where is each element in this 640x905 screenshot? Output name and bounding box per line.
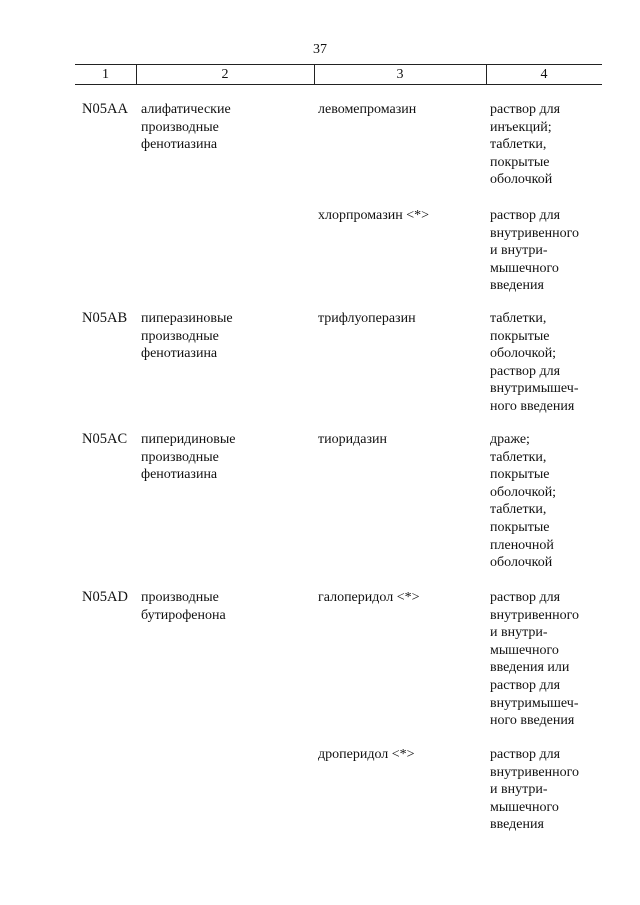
dosage-form: раствор для внутривенного и внутри- мышечного введения	[490, 208, 580, 294]
atc-code: N05AA	[82, 101, 128, 117]
dosage-form: раствор для инъекций; таблетки, покрытые оболочкой	[490, 102, 561, 188]
drug-group: алифатические производные фенотиазина	[141, 102, 231, 153]
drug-name: галоперидол <*>	[318, 590, 420, 605]
drug-name: тиоридазин	[318, 432, 387, 447]
column-header-3: 3	[396, 67, 404, 82]
atc-code: N05AB	[82, 310, 128, 326]
column-header-4: 4	[540, 67, 548, 82]
atc-code: N05AD	[82, 589, 128, 605]
drug-name: дроперидол <*>	[318, 747, 415, 762]
column-header-1: 1	[102, 67, 109, 82]
atc-code: N05AC	[82, 431, 128, 447]
drug-group: производные бутирофенона	[141, 590, 226, 623]
drug-group: пиперидиновые производные фенотиазина	[141, 432, 236, 483]
dosage-form: раствор для внутривенного и внутри- мышечного введения или раствор для внутримышеч- ного введения	[490, 590, 580, 729]
drug-name: левомепромазин	[318, 102, 417, 117]
page-number: 37	[313, 42, 327, 57]
drug-name: хлорпромазин <*>	[318, 208, 429, 223]
dosage-form: драже; таблетки, покрытые оболочкой; таблетки, покрытые пленочной оболочкой	[490, 432, 557, 571]
drug-name: трифлуоперазин	[318, 311, 416, 326]
dosage-form: таблетки, покрытые оболочкой; раствор для внутримышеч- ного введения	[490, 311, 579, 414]
column-header-2: 2	[221, 67, 229, 82]
dosage-form: раствор для внутривенного и внутри- мышечного введения	[490, 747, 580, 833]
drug-group: пиперазиновые производные фенотиазина	[141, 311, 233, 362]
table-header	[75, 64, 602, 85]
